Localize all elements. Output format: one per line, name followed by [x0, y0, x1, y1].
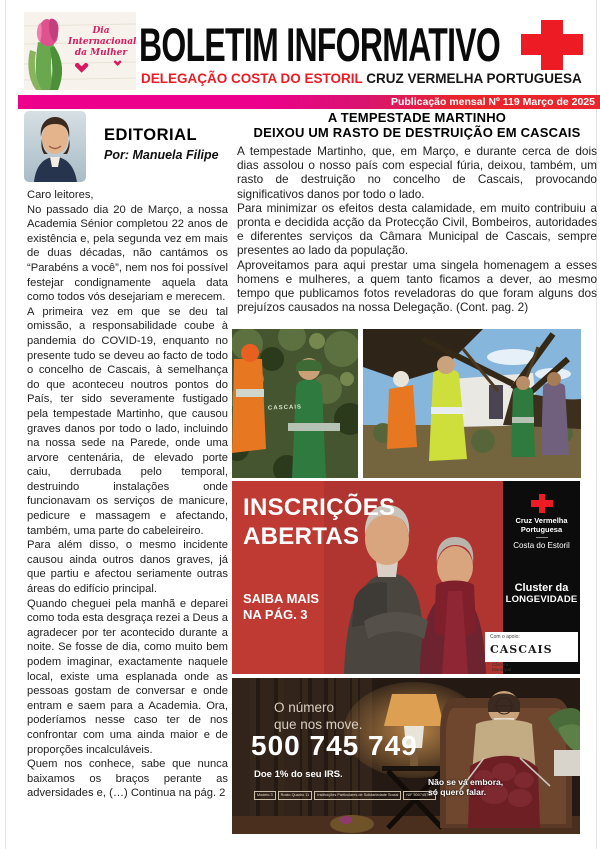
- page-left-edge: [5, 0, 6, 849]
- ad2-tagline: [274, 699, 363, 733]
- storm-photo-left: [232, 329, 358, 478]
- editorial-byline: Por: Manuela Filipe: [104, 148, 219, 162]
- org-subtitle: Costa do Estoril: [513, 541, 570, 550]
- newsletter-title: BOLETIM INFORMATIVO: [139, 18, 501, 71]
- cleanup-crew-photo: [232, 329, 358, 478]
- storm-article-body: [237, 144, 597, 314]
- editorial-paragraph: No passado dia 20 de Março, a nossa Academia Sénior completou 22 anos de existência e, pela segunda vez em mais de duas décadas, não cantámos os “Parabéns a você”, nem nos foi possível festejar condignamente aquela data como todos vós desejariam e merecem.: [27, 203, 228, 304]
- sponsor-box: [485, 632, 578, 672]
- divider: [536, 537, 548, 538]
- cascais-sub2: Municipal: [492, 666, 512, 672]
- editorial-portrait: [24, 111, 86, 182]
- donate-instruction: Doe 1% do seu IRS.: [254, 769, 343, 780]
- issue-bar: [18, 95, 600, 109]
- fallen-tree-photo: [363, 329, 581, 478]
- storm-paragraph: A tempestade Martinho, que, em Março, e durante cerca de dois dias assolou o nosso país com especial fúria, deixou, também, um rasto de destruição no concelho de Cascais, provocando significativos danos por todo o lado.: [237, 144, 597, 201]
- irs-donation-ad: [232, 678, 580, 834]
- storm-photo-right: [363, 329, 581, 478]
- tax-fineprint: [254, 791, 436, 800]
- portrait-photo: [24, 111, 86, 182]
- issue-text: Publicação mensal Nº 119 Março de 2025: [390, 96, 595, 108]
- ad1-headline-line1: INSCRIÇÕES: [243, 494, 396, 521]
- red-cross-icon-small: [531, 494, 553, 513]
- org-line1: Cruz Vermelha: [515, 516, 568, 525]
- ad1-headline: [243, 493, 395, 551]
- org-line2: Portuguesa: [520, 525, 563, 534]
- speech-line1: Não se vá embora,: [428, 777, 504, 787]
- ad1-more-info: [243, 591, 319, 623]
- fineprint-box: Instituições Particulares de Solidariedade Social: [314, 791, 401, 800]
- storm-paragraph: Para minimizar os efeitos desta calamidade, em muito contribuiu a pronta e decidida acção da Protecção Civil, Bombeiros, autoridades e diferentes serviços da Câmara Municipal de Cascais, sempre presentes ao lado da população.: [237, 200, 597, 258]
- fineprint-box: Rosto Quadro 11: [278, 791, 313, 800]
- cluster-title: [503, 582, 580, 606]
- womens-day-badge: [24, 12, 136, 90]
- womens-day-badge-text: [68, 26, 134, 59]
- storm-paragraph: Aproveitamos para aqui prestar uma singela homenagem a esses homens e mulheres, a quem tanto ficamos a dever, ao mesmo tempo que publicamos fotos reveladoras do que foram alguns dos prejuízos causados na nossa Delegação. (Cont. pag. 2): [237, 257, 597, 315]
- cascais-sub1: Câmara: [492, 661, 509, 667]
- enrollment-ad: [232, 481, 580, 674]
- fineprint-box: NIF 500745749: [403, 791, 435, 800]
- cascais-logo: CASCAIS: [490, 643, 553, 656]
- org-name: [503, 516, 580, 534]
- ad2-tagline-line1: O número: [274, 700, 335, 715]
- storm-photos-row: [232, 329, 581, 478]
- red-cross-icon: [521, 20, 583, 70]
- cluster-line2: LONGEVIDADE: [505, 594, 578, 605]
- newsletter-subtitle: [141, 71, 582, 86]
- storm-title-line-1: A TEMPESTADE MARTINHO: [327, 110, 507, 125]
- badge-line-3: da Mulher: [74, 48, 128, 58]
- ad2-tagline-line2: que nos move.: [274, 717, 363, 732]
- organization-name: CRUZ VERMELHA PORTUGUESA: [366, 71, 582, 86]
- storm-article-title: [237, 110, 597, 140]
- cascais-logo-sub: [492, 662, 511, 672]
- badge-line-2: Internacional: [68, 37, 136, 47]
- ad1-more-line1: SAIBA MAIS: [243, 591, 320, 606]
- storm-title-line-2: DEIXOU UM RASTO DE DESTRUIÇÃO EM CASCAIS: [253, 125, 581, 140]
- ad1-more-line2: NA PÁG. 3: [243, 607, 308, 622]
- speech-text: [428, 777, 503, 797]
- shirt-text: CASCAIS: [267, 404, 303, 412]
- delegation-name: DELEGAÇÃO COSTA DO ESTORIL: [141, 71, 363, 86]
- donation-number: 500 745 749: [251, 730, 418, 761]
- editorial-paragraph: Quem nos conhece, sabe que nunca baixamos os braços perante as adversidades e, (…) Continua na pág. 2: [27, 758, 228, 800]
- editorial-paragraph: A primeira vez em que se deu tal omissão, a responsabilidade coube à pandemia do COVID-19, enquanto no presente tudo se deveu ao facto de todo o concelho de Cascais, à semelhança do que aconteceu noutros pontos do País, ter sido severamente fustigado pela tempestade Martinho, que causou graves danos por todo o lado, incluindo na nossa sede na Parede, onde uma arvore centenária, de elevado porte caiu, derrubada pelo temporal, destruindo instalações onde funcionavam os serviços de manicure, pedicure e massagem e afectando, também, uma parte do cabeleireiro.: [27, 305, 228, 537]
- ad1-headline-line2: ABERTAS: [243, 523, 360, 550]
- sponsor-label: Com o apoio:: [490, 634, 520, 640]
- fineprint-box: Modelo 3: [254, 791, 276, 800]
- badge-line-1: Dia: [92, 26, 110, 36]
- cluster-line1: Cluster da: [514, 582, 569, 594]
- editorial-paragraph: Para além disso, o mesmo incidente causou ainda outros danos graves, já que partiu e afectou seriamente outras áreas do edifício principal.: [27, 539, 228, 596]
- editorial-body: [27, 188, 228, 801]
- editorial-heading: EDITORIAL: [104, 126, 198, 144]
- editorial-paragraph: Caro leitores,: [27, 189, 94, 201]
- speech-line2: só quero falar.: [428, 787, 487, 797]
- editorial-paragraph: Quando cheguei pela manhã e deparei como toda esta desgraça rezei a Deus a agradecer por ter acontecido durante a noite. Se fosse de dia, como muito bem podem imaginar, exactamente naquele local, existe uma esplanada onde as pessoas gostam de conversar e onde entram e saem para a Academia. Ora, poderíamos nesse caso ter de nos confrontar com uma ainda maior e de proporções incalculáveis.: [27, 597, 228, 756]
